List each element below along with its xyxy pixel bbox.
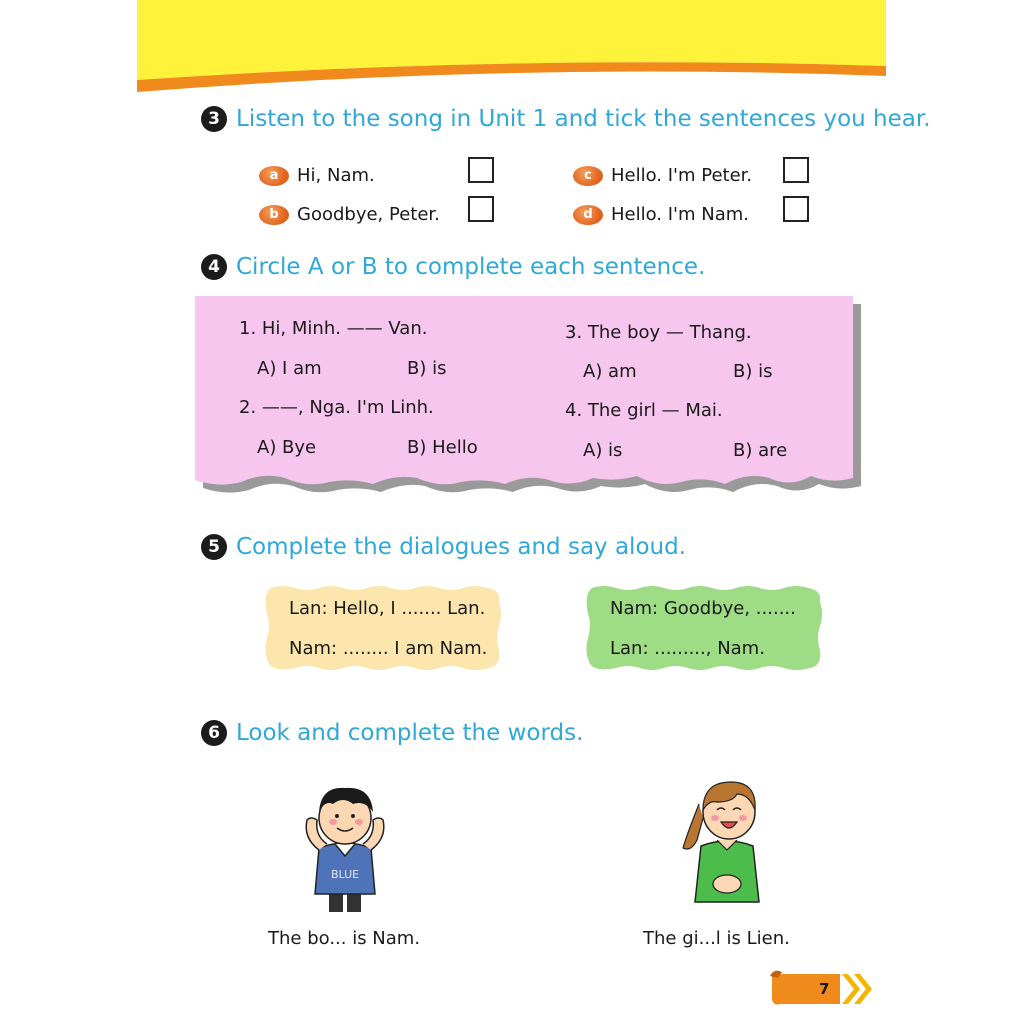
ex4-q4-prompt: 4. The girl — Mai. [565,400,723,421]
exercise-3-heading: Listen to the song in Unit 1 and tick the sentences you hear. [236,106,931,132]
dialogue-2-line-1: Nam: Goodbye, ....... [610,598,796,619]
ex3-checkbox-a[interactable] [468,157,494,183]
exercise-6-number: 6 [201,720,227,746]
exercise-3-title [201,106,931,132]
option-a-badge: a [259,166,289,186]
exercise-5-heading: Complete the dialogues and say aloud. [236,534,687,560]
ex3-option-b [259,204,440,225]
option-b-badge: b [259,205,289,225]
ex4-q1-option-b[interactable]: B) is [407,358,447,379]
ex3-checkbox-d[interactable] [783,196,809,222]
ex3-option-d [573,204,749,225]
ex4-q2-option-a[interactable]: A) Bye [257,437,317,458]
girl-caption: The gi...l is Lien. [643,928,790,949]
ex4-q3-option-a[interactable]: A) am [583,361,637,382]
ex4-q4-option-a[interactable]: A) is [583,440,623,461]
exercise-3-number: 3 [201,106,227,132]
ex4-q2-prompt: 2. ——, Nga. I'm Linh. [239,397,434,418]
exercise-6-heading: Look and complete the words. [236,720,584,746]
dialogue-1-line-1: Lan: Hello, I ....... Lan. [289,598,486,619]
option-d-text: Hello. I'm Nam. [611,204,750,225]
dialogue-1-line-2: Nam: ........ I am Nam. [289,638,488,659]
exercise-6-title [201,720,583,746]
workbook-page [137,0,931,1024]
boy-illustration [295,778,395,914]
exercise-4-number: 4 [201,254,227,280]
ex4-q2-option-b[interactable]: B) Hello [407,437,478,458]
page-number: 7 [819,980,830,998]
option-a-text: Hi, Nam. [297,165,375,186]
option-b-text: Goodbye, Peter. [297,204,440,225]
ex3-option-a [259,165,375,186]
boy-caption: The bo... is Nam. [268,928,421,949]
exercise-4-title [201,254,705,280]
ex3-checkbox-b[interactable] [468,196,494,222]
boy-shirt-text: BLUE [331,868,360,881]
option-c-text: Hello. I'm Peter. [611,165,753,186]
ex3-option-c [573,165,752,186]
ex4-q4-option-b[interactable]: B) are [733,440,788,461]
header-band [137,0,886,92]
exercise-4-heading: Circle A or B to complete each sentence. [236,254,706,280]
option-d-badge: d [573,205,603,225]
ex4-q3-option-b[interactable]: B) is [733,361,773,382]
girl-illustration [677,774,777,908]
ex3-checkbox-c[interactable] [783,157,809,183]
option-c-badge: c [573,166,603,186]
exercise-5-title [201,534,686,560]
ex4-q1-prompt: 1. Hi, Minh. —— Van. [239,318,428,339]
ex4-q1-option-a[interactable]: A) I am [257,358,322,379]
dialogue-2-line-2: Lan: ........., Nam. [610,638,765,659]
ex4-q3-prompt: 3. The boy — Thang. [565,322,752,343]
exercise-5-number: 5 [201,534,227,560]
